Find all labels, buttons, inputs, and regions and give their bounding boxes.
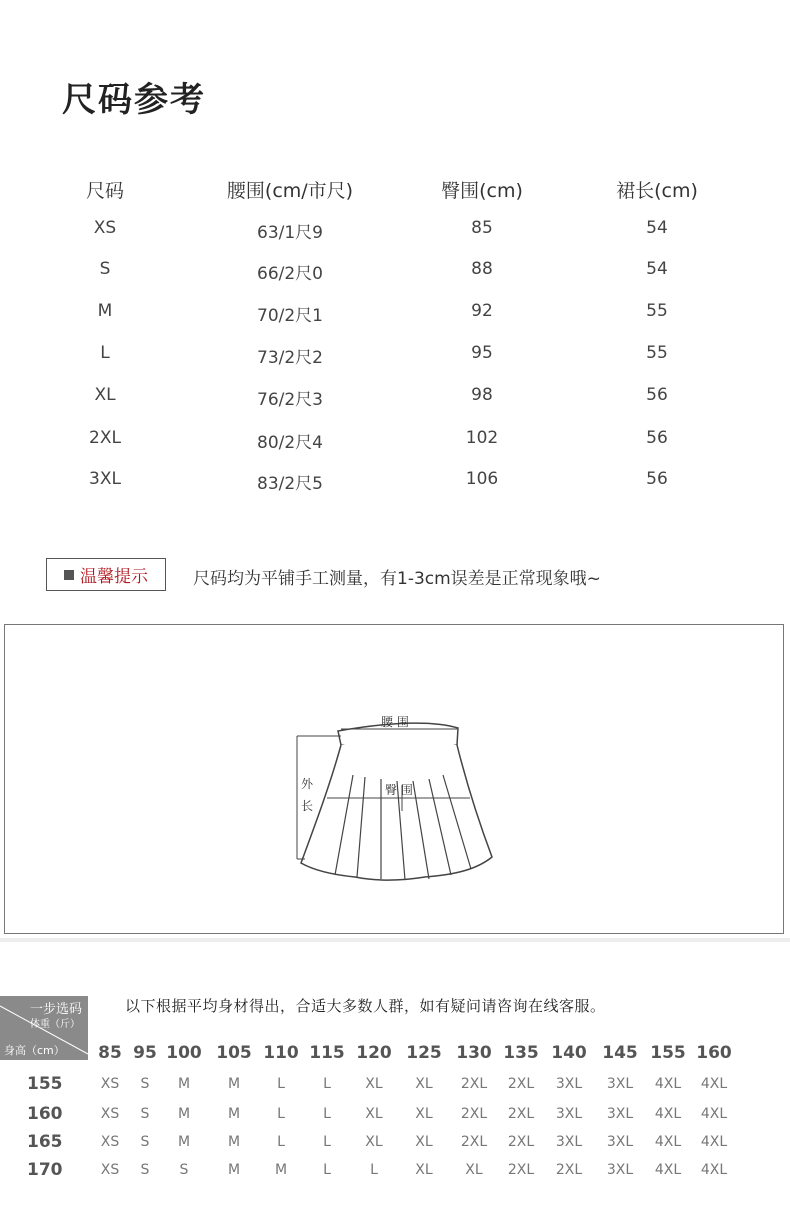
corner-weight-label: 体重（斤） xyxy=(30,1019,80,1030)
size-table-cell: 55 xyxy=(646,343,668,363)
size-table-cell: 56 xyxy=(646,469,668,489)
size-table-header: 腰围(cm/市尺) xyxy=(226,180,354,202)
recommend-size-cell: 4XL xyxy=(700,1162,728,1178)
size-table-cell: 80/2尺4 xyxy=(257,433,323,453)
recommend-size-cell: L xyxy=(277,1134,285,1150)
weight-header: 110 xyxy=(263,1043,299,1063)
recommend-size-cell: 4XL xyxy=(654,1134,682,1150)
height-label: 165 xyxy=(27,1132,63,1152)
recommend-size-cell: 3XL xyxy=(555,1134,583,1150)
size-table-cell: 106 xyxy=(465,469,499,489)
weight-header: 140 xyxy=(551,1043,587,1063)
recommend-size-cell: 4XL xyxy=(700,1076,728,1092)
weight-header: 115 xyxy=(309,1043,345,1063)
recommend-size-cell: 4XL xyxy=(654,1076,682,1092)
recommend-size-cell: 3XL xyxy=(606,1134,634,1150)
size-table-cell: XL xyxy=(94,385,116,405)
recommend-size-cell: S xyxy=(140,1076,150,1092)
tip-label: 温馨提示 xyxy=(80,567,148,587)
weight-header: 100 xyxy=(166,1043,202,1063)
divider xyxy=(0,938,790,942)
size-table-cell: 102 xyxy=(465,428,499,448)
weight-header: 105 xyxy=(216,1043,252,1063)
tip-text: 尺码均为平铺手工测量，有1-3cm误差是正常现象哦~ xyxy=(193,569,601,589)
size-table-header: 裙长(cm) xyxy=(616,180,698,202)
size-table-header: 尺码 xyxy=(85,180,124,202)
recommend-size-cell: L xyxy=(277,1106,285,1122)
waist-label: 腰 围 xyxy=(381,715,409,729)
size-table-cell: 54 xyxy=(646,259,668,279)
recommend-size-cell: L xyxy=(323,1076,331,1092)
size-table-cell: 56 xyxy=(646,428,668,448)
square-icon xyxy=(64,570,74,580)
recommend-size-cell: 4XL xyxy=(700,1134,728,1150)
recommend-size-cell: M xyxy=(227,1162,241,1178)
length-label-2: 长 xyxy=(301,799,314,813)
recommend-size-cell: S xyxy=(140,1162,150,1178)
size-table-cell: L xyxy=(100,343,110,363)
weight-header: 125 xyxy=(406,1043,442,1063)
size-table-cell: 66/2尺0 xyxy=(257,264,323,284)
recommend-size-cell: S xyxy=(140,1106,150,1122)
size-table-cell: 83/2尺5 xyxy=(257,474,323,494)
recommend-size-cell: M xyxy=(177,1076,191,1092)
recommend-size-cell: 4XL xyxy=(700,1106,728,1122)
recommend-size-cell: 4XL xyxy=(654,1162,682,1178)
size-table-cell: 98 xyxy=(471,385,493,405)
weight-header: 145 xyxy=(602,1043,638,1063)
weight-header: 155 xyxy=(650,1043,686,1063)
corner-title: 一步选码 xyxy=(29,1002,82,1017)
recommend-size-cell: L xyxy=(323,1134,331,1150)
size-table-cell: 56 xyxy=(646,385,668,405)
recommend-size-cell: 2XL xyxy=(507,1106,535,1122)
recommend-size-cell: XL xyxy=(415,1162,433,1178)
weight-header: 160 xyxy=(696,1043,732,1063)
recommend-size-cell: L xyxy=(277,1076,285,1092)
hip-label: 臀 围 xyxy=(385,783,413,797)
recommend-size-cell: 3XL xyxy=(606,1162,634,1178)
size-table-cell: 95 xyxy=(471,343,493,363)
size-table-cell: 2XL xyxy=(89,428,121,448)
recommend-size-cell: M xyxy=(227,1076,241,1092)
recommend-size-cell: M xyxy=(227,1106,241,1122)
recommend-size-cell: XL xyxy=(365,1106,383,1122)
recommend-size-cell: 2XL xyxy=(507,1076,535,1092)
size-table-cell: 92 xyxy=(471,301,493,321)
recommend-size-cell: S xyxy=(179,1162,189,1178)
size-table-cell: XS xyxy=(93,218,117,238)
recommend-size-cell: 2XL xyxy=(460,1134,488,1150)
page-title: 尺码参考 xyxy=(62,80,206,120)
recommend-size-cell: XL xyxy=(415,1134,433,1150)
recommend-size-cell: 3XL xyxy=(606,1076,634,1092)
size-table-cell: 63/1尺9 xyxy=(257,223,323,243)
recommend-size-cell: L xyxy=(370,1162,378,1178)
recommend-size-cell: 4XL xyxy=(654,1106,682,1122)
recommend-size-cell: 2XL xyxy=(460,1106,488,1122)
weight-header: 120 xyxy=(356,1043,392,1063)
recommend-size-cell: 2XL xyxy=(460,1076,488,1092)
recommend-size-cell: XL xyxy=(415,1076,433,1092)
size-table-cell: 76/2尺3 xyxy=(257,390,323,410)
recommend-size-cell: M xyxy=(227,1134,241,1150)
size-table-cell: M xyxy=(97,301,113,321)
size-table-cell: 55 xyxy=(646,301,668,321)
skirt-illustration xyxy=(5,625,783,933)
recommend-corner-header xyxy=(0,996,88,1060)
recommend-size-cell: S xyxy=(140,1134,150,1150)
size-table-cell: 54 xyxy=(646,218,668,238)
size-table-cell: 70/2尺1 xyxy=(257,306,323,326)
size-table-cell: S xyxy=(99,259,111,279)
size-table-cell: 3XL xyxy=(89,469,121,489)
recommend-size-cell: XL xyxy=(365,1134,383,1150)
recommend-size-cell: XS xyxy=(100,1076,120,1092)
tip-badge xyxy=(46,558,166,591)
recommend-size-cell: M xyxy=(177,1134,191,1150)
recommend-size-cell: M xyxy=(177,1106,191,1122)
height-label: 160 xyxy=(27,1104,63,1124)
recommend-size-cell: XS xyxy=(100,1134,120,1150)
recommend-size-cell: 3XL xyxy=(555,1106,583,1122)
recommend-size-cell: XS xyxy=(100,1162,120,1178)
recommend-size-cell: 3XL xyxy=(606,1106,634,1122)
recommend-size-cell: 2XL xyxy=(555,1162,583,1178)
height-label: 170 xyxy=(27,1160,63,1180)
recommend-size-cell: M xyxy=(274,1162,288,1178)
recommend-size-cell: L xyxy=(323,1162,331,1178)
weight-header: 135 xyxy=(503,1043,539,1063)
recommend-size-cell: XL xyxy=(415,1106,433,1122)
size-table-cell: 85 xyxy=(471,218,493,238)
corner-height-label: 身高（cm） xyxy=(4,1044,65,1057)
recommend-size-cell: XS xyxy=(100,1106,120,1122)
size-table-cell: 73/2尺2 xyxy=(257,348,323,368)
recommend-size-cell: 2XL xyxy=(507,1134,535,1150)
weight-header: 130 xyxy=(456,1043,492,1063)
recommend-size-cell: L xyxy=(323,1106,331,1122)
weight-header: 95 xyxy=(133,1043,157,1063)
skirt-diagram xyxy=(4,624,784,934)
recommend-size-cell: XL xyxy=(465,1162,483,1178)
recommend-size-cell: 3XL xyxy=(555,1076,583,1092)
height-label: 155 xyxy=(27,1074,63,1094)
length-label-1: 外 xyxy=(301,777,314,791)
size-table-cell: 88 xyxy=(471,259,493,279)
weight-header: 85 xyxy=(98,1043,122,1063)
recommend-note: 以下根据平均身材得出，合适大多数人群，如有疑问请咨询在线客服。 xyxy=(125,997,606,1015)
size-table-header: 臀围(cm) xyxy=(441,180,523,202)
recommend-size-cell: 2XL xyxy=(507,1162,535,1178)
recommend-size-cell: XL xyxy=(365,1076,383,1092)
